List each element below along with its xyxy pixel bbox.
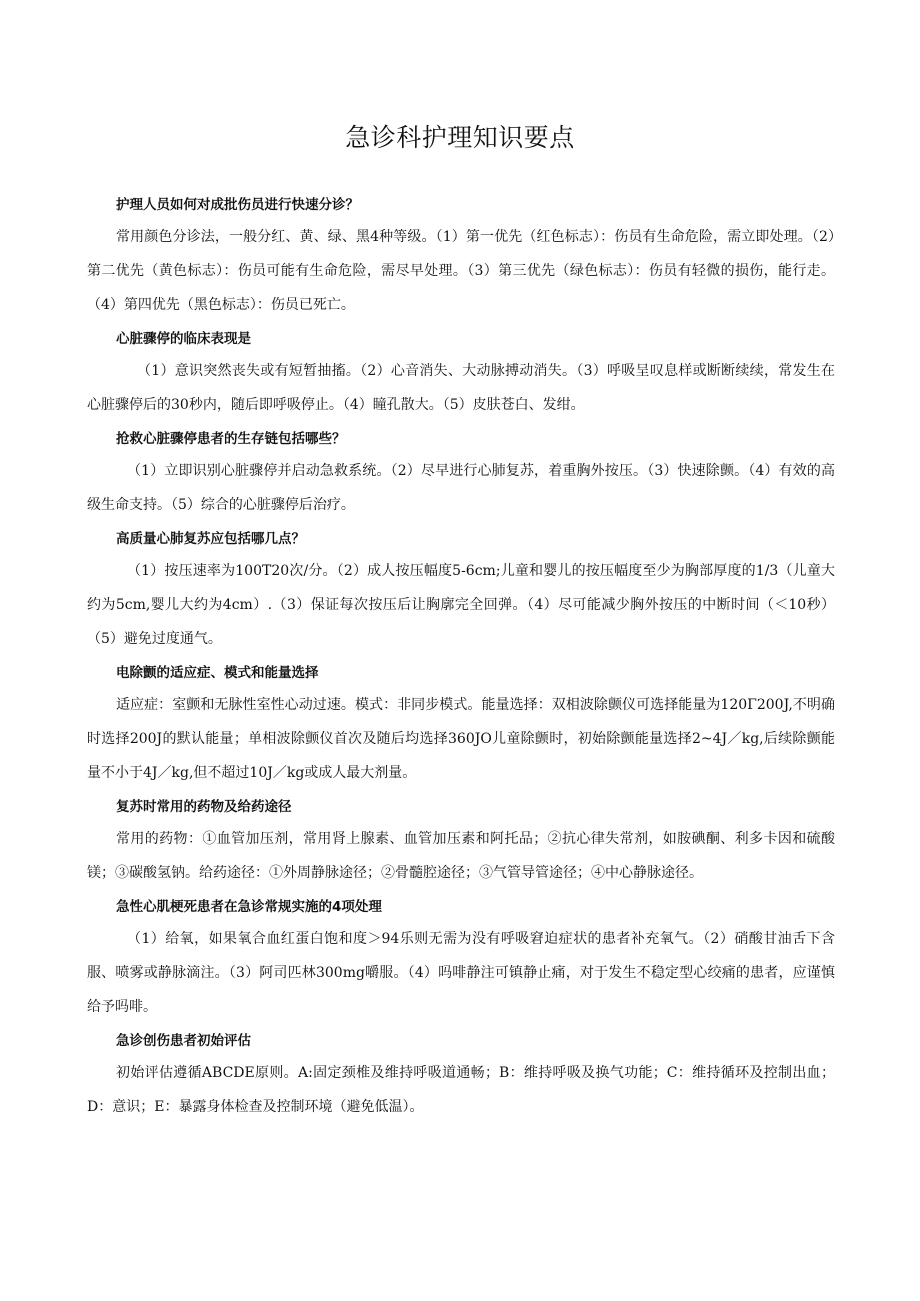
- section-heading-triage: 护理人员如何对成批伤员进行快速分诊？: [116, 197, 359, 213]
- section-heading-chain-of-survival: 抢救心脏骤停患者的生存链包括哪些？: [116, 431, 346, 447]
- section-heading-acute-mi: 急性心肌梗死患者在急诊常规实施的4项处理: [116, 899, 382, 915]
- section-body-defibrillation: 适应症：室颤和无脉性室性心动过速。模式：非同步模式。能量选择：双相波除颤仪可选择能量为120Γ200J,不明确时选择200J的默认能量；单相波除颤仪首次及随后均选择360JO儿童除颤时，初始除颤能量选择2~4J／kg,后续除颤能量不小于4J／kg,但不超过10J／kg或成人最大剂量。: [87, 697, 835, 781]
- section-body-triage: 常用颜色分诊法，一般分红、黄、绿、黑4种等级。（1）第一优先（红色标志）：伤员有生命危险，需立即处理。（2）第二优先（黄色标志）：伤员可能有生命危险，需尽早处理。（3）第三优先（绿色标志）：伤员有轻微的损伤，能行走。（4）第四优先（黑色标志）：伤员已死亡。: [87, 229, 835, 313]
- section-body-cardiac-arrest-signs: （1）意识突然丧失或有短暂抽搐。（2）心音消失、大动脉搏动消失。（3）呼吸呈叹息样或断断续续，常发生在心脏骤停后的30秒内，随后即呼吸停止。（4）瞳孔散大。（5）皮肤苍白、发绀。: [87, 363, 835, 413]
- section-body-chain-of-survival: （1）立即识别心脏骤停并启动急救系统。（2）尽早进行心肺复苏，着重胸外按压。（3）快速除颤。（4）有效的高级生命支持。（5）综合的心脏骤停后治疗。: [87, 463, 835, 513]
- section-heading-high-quality-cpr: 高质量心肺复苏应包括哪几点？: [116, 531, 305, 547]
- section-body-resuscitation-drugs: 常用的药物：①血管加压剂，常用肾上腺素、血管加压素和阿托品；②抗心律失常剂，如胺碘酮、利多卡因和硫酸镁；③碳酸氢钠。给药途径：①外周静脉途径；②骨髓腔途径；③气管导管途径；④中心静脉途径。: [87, 831, 835, 881]
- section-body-high-quality-cpr: （1）按压速率为100T20次/分。（2）成人按压幅度5-6cm;儿童和婴儿的按压幅度至少为胸部厚度的1/3（儿童大约为5cm,婴儿大约为4cm）.（3）保证每次按压后让胸廓完全回弹。（4）尽可能减少胸外按压的中断时间（＜10秒）（5）避免过度通气。: [87, 563, 835, 647]
- section-heading-cardiac-arrest-signs: 心脏骤停的临床表现是: [116, 331, 251, 347]
- section-heading-defibrillation: 电除颤的适应症、模式和能量选择: [116, 665, 319, 681]
- section-body-acute-mi: （1）给氧，如果氧合血红蛋白饱和度＞94乐则无需为没有呼吸窘迫症状的患者补充氧气。（2）硝酸甘油舌下含服、喷雾或静脉滴注。（3）阿司匹林300mg嚼服。（4）吗啡静注可镇静止痛，对于发生不稳定型心绞痛的患者，应谨慎给予吗啡。: [87, 931, 835, 1015]
- document-content: [87, 190, 835, 1126]
- document-title: 急诊科护理知识要点: [345, 123, 575, 152]
- section-body-trauma-assessment: 初始评估遵循ABCDE原则。A:固定颈椎及维持呼吸道通畅；B：维持呼吸及换气功能；C：维持循环及控制出血；D：意识；E：暴露身体检查及控制环境（避免低温）。: [87, 1065, 835, 1115]
- section-heading-trauma-assessment: 急诊创伤患者初始评估: [116, 1033, 251, 1049]
- section-heading-resuscitation-drugs: 复苏时常用的药物及给药途径: [116, 799, 292, 815]
